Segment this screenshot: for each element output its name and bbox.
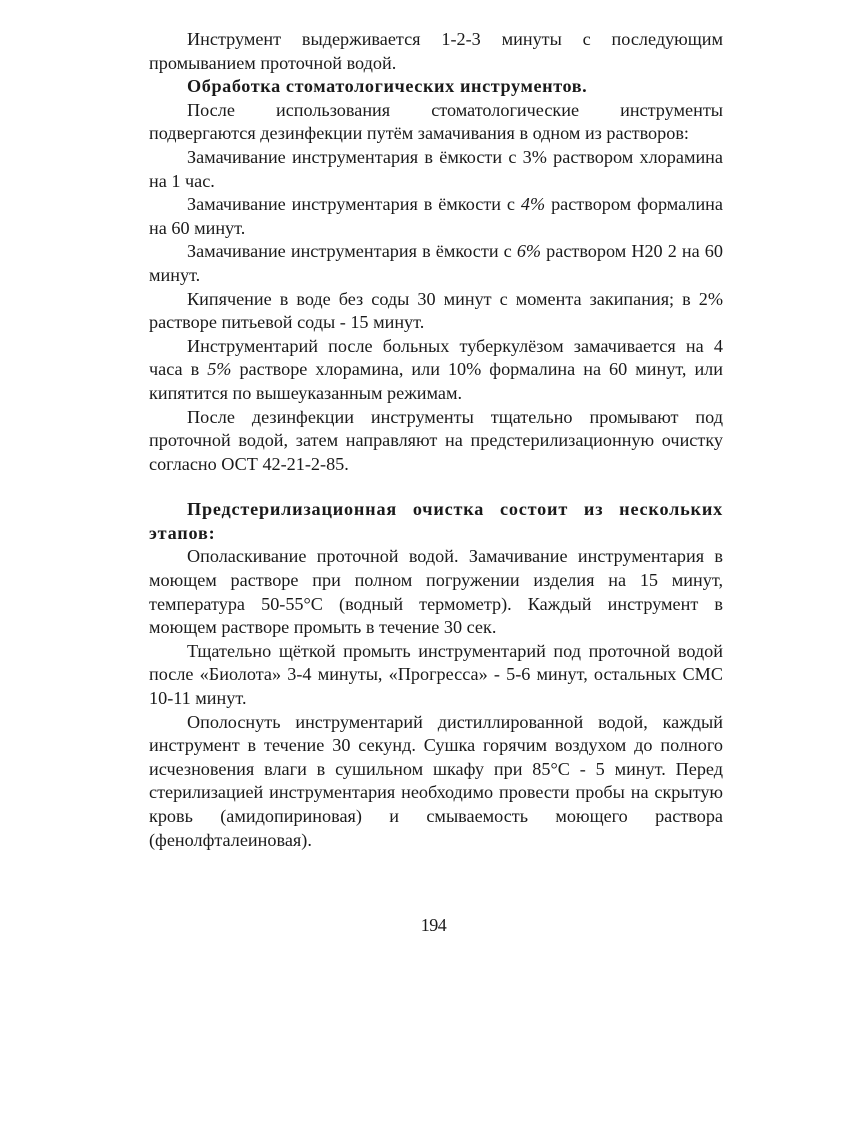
paragraph-formalin bbox=[149, 193, 723, 240]
paragraph-distilled-water: Ополоснуть инструментарий дистиллированной водой, каждый инструмент в течение 30 секунд. Сушка горячим воздухом до полного исчезновения влаги в сушильном шкафу при 85°С - 5 минут. Перед стерилизацией инструментария необходимо провести пробы на скрытую кровь (амидопириновая) и смываемость моющего раствора (фенолфталеиновая). bbox=[149, 711, 723, 850]
paragraph-boiling: Кипячение в воде без соды 30 минут с момента закипания; в 2% растворе питьевой соды - 15 минут. bbox=[149, 288, 723, 333]
percent-value: 5% bbox=[207, 359, 232, 380]
section-heading-dental-instruments: Обработка стоматологических инструментов. bbox=[187, 76, 588, 97]
paragraph-chloramine: Замачивание инструментария в ёмкости с 3% раствором хлорамина на 1 час. bbox=[149, 146, 723, 191]
paragraph-exposure: Инструмент выдерживается 1-2-3 минуты с последующим промыванием проточной водой. bbox=[149, 29, 723, 73]
paragraph-after-disinfection: После дезинфекции инструменты тщательно промывают под проточной водой, затем направляют на предстерилизационную очистку согласно ОСТ 42-21-2-85. bbox=[149, 406, 723, 474]
paragraph-disinfection-intro: После использования стоматологические инструменты подвергаются дезинфекции путём замачивания в одном из растворов: bbox=[149, 99, 723, 144]
section-heading-presterilization: Предстерилизационная очистка состоит из нескольких этапов: bbox=[149, 499, 723, 543]
page-body bbox=[149, 28, 723, 852]
text-segment: Инструментарий после больных туберкулёзом замачивается на 4 часа в bbox=[149, 335, 723, 380]
page-number: 194 bbox=[420, 915, 447, 935]
section-spacer bbox=[149, 476, 723, 498]
paragraph-tuberculosis bbox=[149, 335, 723, 406]
percent-value: 6% bbox=[516, 241, 542, 262]
percent-value: 4% bbox=[520, 194, 546, 215]
paragraph-brushing: Тщательно щёткой промыть инструментарий под проточной водой после «Биолота» 3-4 минуты, «Прогресса» - 5-6 минут, остальных СМС 10-11 минут. bbox=[149, 640, 723, 709]
text-segment: раствором Н20 2 на 60 минут. bbox=[149, 241, 723, 285]
text-segment: растворе хлорамина, или 10% формалина на 60 минут, или кипятится по вышеуказанным режимам. bbox=[149, 359, 723, 403]
text-segment: Замачивание инструментария в ёмкости с bbox=[187, 194, 521, 215]
text-segment: Замачивание инструментария в ёмкости с bbox=[187, 241, 517, 262]
paragraph-h2o2 bbox=[149, 240, 723, 287]
text-segment: раствором формалина на 60 минут. bbox=[149, 194, 723, 238]
paragraph-rinsing: Ополаскивание проточной водой. Замачивание инструментария в моющем растворе при полном погружении изделия на 15 минут, температура 50-55°С (водный термометр). Каждый инструмент в моющем растворе промыть в течение 30 сек. bbox=[149, 546, 723, 638]
